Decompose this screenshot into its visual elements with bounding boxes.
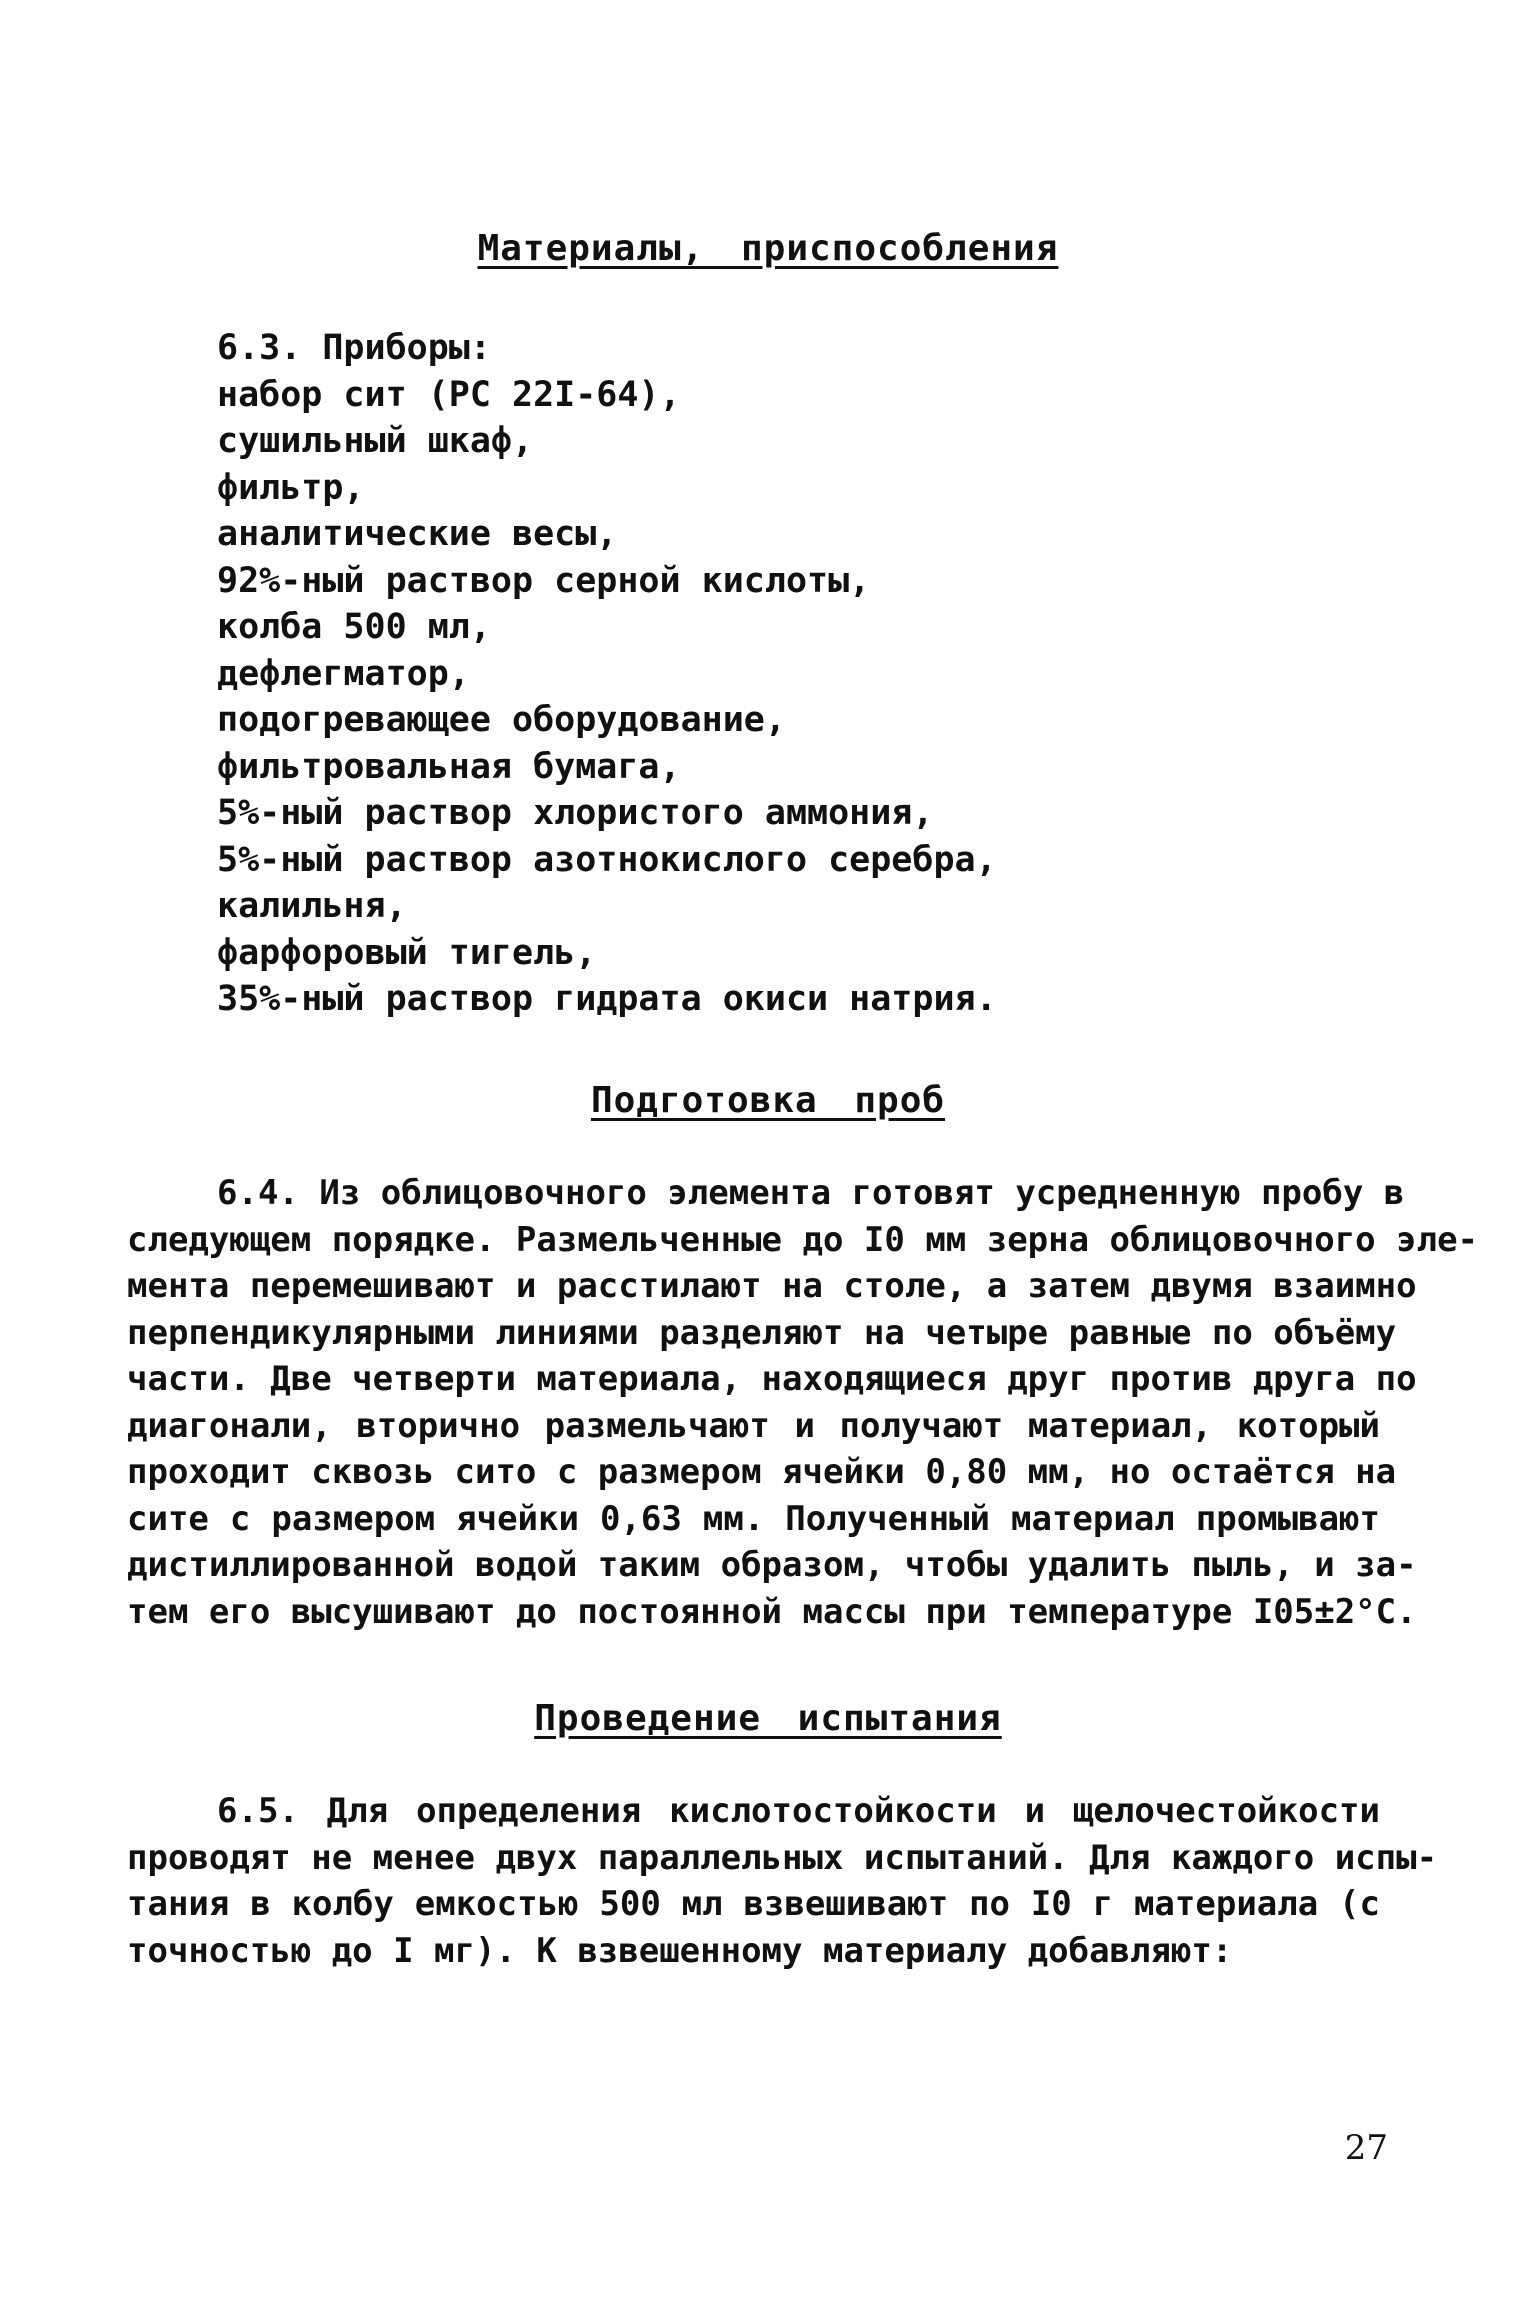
list-item: дефлегматор, [217,653,470,694]
heading-materials: Материалы, приспособления [477,228,1059,269]
list-item: фильтровальная бумага, [217,746,681,787]
list-item: аналитические весы, [217,514,618,554]
page-number: 27 [1344,2128,1388,2168]
list-item: 5%-ный раствор азотнокислого серебра, [217,839,997,880]
list-item: фарфоровый тигель, [217,932,597,973]
list-item: сушильный шкаф, [217,421,534,461]
list-item: 5%-ный раствор хлористого аммония, [217,793,934,833]
paragraph-preparation [127,1170,1479,1635]
list-item: калильня, [217,886,407,926]
paragraph-line: тем его высушивают до постоянной массы при температуре I05±2°С. [127,1591,1417,1632]
list-item: 6.3. Приборы: [217,328,491,368]
paragraph-line: части. Две четверти материала, находящиеся друг против друга по [127,1359,1417,1399]
paragraph-line: 6.5. Для определения кислотостойкости и щелочестойкости [217,1791,1380,1831]
paragraph-line: проходит сквозь сито с размером ячейки 0,80 мм, но остаётся на [127,1452,1397,1492]
list-item: фильтр, [217,467,365,508]
paragraph-line: проводят не менее двух параллельных испытаний. Для каждого испы- [127,1837,1438,1878]
heading-testing: Проведение испытания [534,1698,1002,1739]
paragraph-testing [127,1788,1438,1974]
paragraph-line: дистиллированной водой таким образом, чтобы удалить пыль, и за- [127,1545,1417,1585]
list-item: 35%-ный раствор гидрата окиси натрия. [217,979,997,1019]
paragraph-line: 6.4. Из облицовочного элемента готовят усредненную пробу в [217,1173,1405,1213]
paragraph-line: сите с размером ячейки 0,63 мм. Полученный материал промывают [127,1498,1380,1539]
list-item: 92%-ный раствор серной кислоты, [217,560,871,601]
paragraph-line: следующем порядке. Размельченные до I0 мм зерна облицовочного эле- [127,1219,1479,1260]
list-item: набор сит (РС 22I-64), [217,374,681,415]
paragraph-line: тания в колбу емкостью 500 мл взвешивают по I0 г материала (с [127,1884,1380,1924]
heading-preparation: Подготовка проб [590,1080,946,1121]
paragraph-line: мента перемешивают и расстилают на столе, а затем двумя взаимно [127,1266,1417,1306]
paragraph-line: перпендикулярными линиями разделяют на четыре равные по объёму [127,1312,1397,1353]
list-item: подогревающее оборудование, [217,700,786,740]
paragraph-line: точностью до I мг). К взвешенному материалу добавляют: [127,1930,1233,1971]
list-item: колба 500 мл, [217,607,491,647]
paragraph-line: диагонали, вторично размельчают и получают материал, который [127,1405,1380,1446]
equipment-list [217,325,997,1023]
